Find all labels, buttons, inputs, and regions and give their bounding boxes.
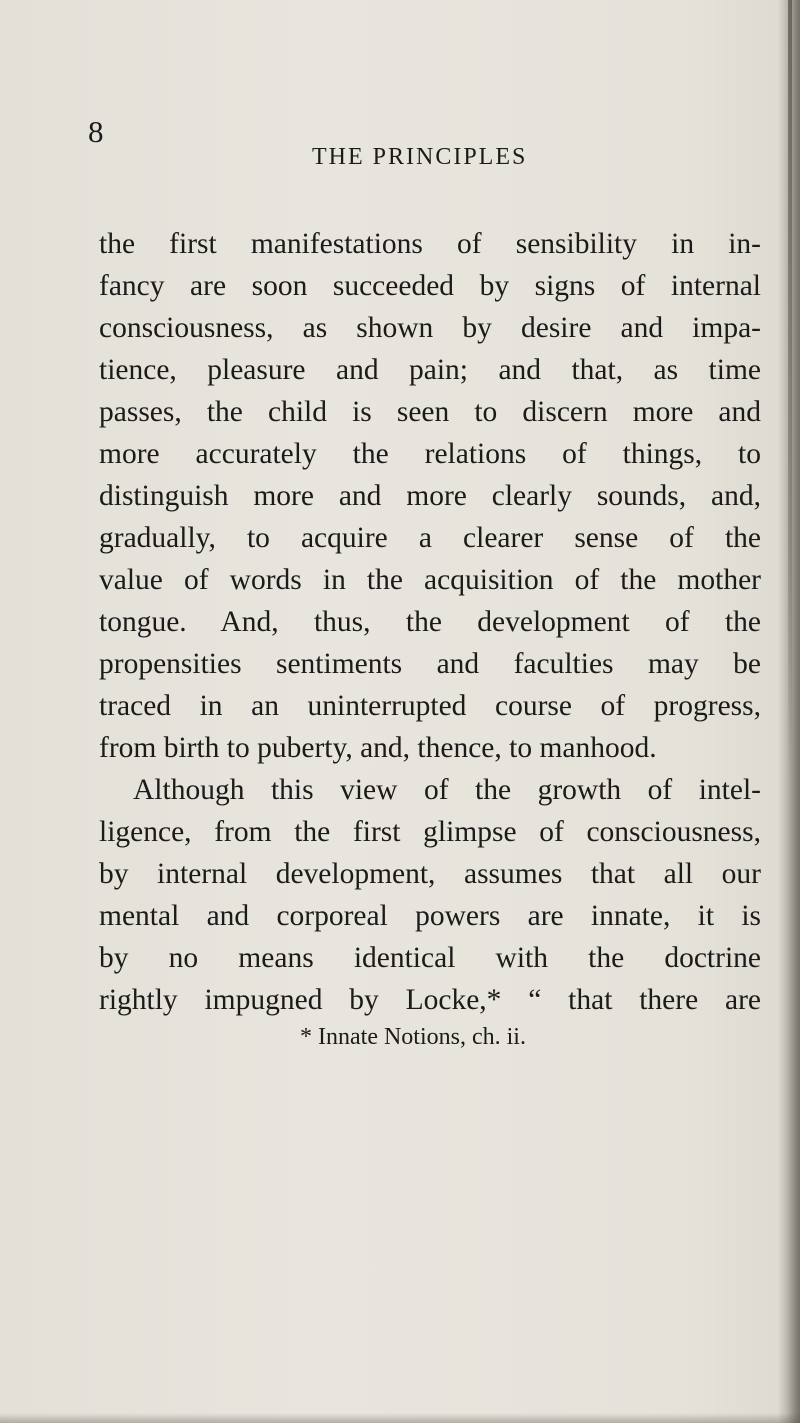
body-line: rightly impugned by Locke,* “ that there are (99, 984, 761, 1016)
body-line: ligence, from the first glimpse of consciousness, (99, 816, 761, 848)
body-line: tongue. And, thus, the development of the (99, 606, 761, 638)
body-line: more accurately the relations of things, to (99, 438, 761, 470)
body-line: from birth to puberty, and, thence, to manhood. (99, 732, 657, 764)
body-line: fancy are soon succeeded by signs of internal (99, 270, 761, 302)
page-edge-shadow (788, 0, 792, 780)
body-line: distinguish more and more clearly sounds, and, (99, 480, 761, 512)
body-line: traced in an uninterrupted course of progress, (99, 690, 761, 722)
body-line: consciousness, as shown by desire and impa- (99, 312, 761, 344)
body-line: Although this view of the growth of intel- (133, 774, 761, 806)
page-number: 8 (88, 114, 104, 149)
body-line: by no means identical with the doctrine (99, 942, 761, 974)
body-line: mental and corporeal powers are innate, it is (99, 900, 761, 932)
body-line: passes, the child is seen to discern more and (99, 396, 761, 428)
body-line: tience, pleasure and pain; and that, as time (99, 354, 761, 386)
body-line: gradually, to acquire a clearer sense of the (99, 522, 761, 554)
body-line: by internal development, assumes that all our (99, 858, 761, 890)
body-line: value of words in the acquisition of the mother (99, 564, 761, 596)
footnote: * Innate Notions, ch. ii. (300, 1024, 526, 1050)
page-bottom-edge (0, 1413, 800, 1423)
body-line: propensities sentiments and faculties may be (99, 648, 761, 680)
body-line: the first manifestations of sensibility in in- (99, 228, 761, 260)
running-head: THE PRINCIPLES (312, 144, 528, 170)
